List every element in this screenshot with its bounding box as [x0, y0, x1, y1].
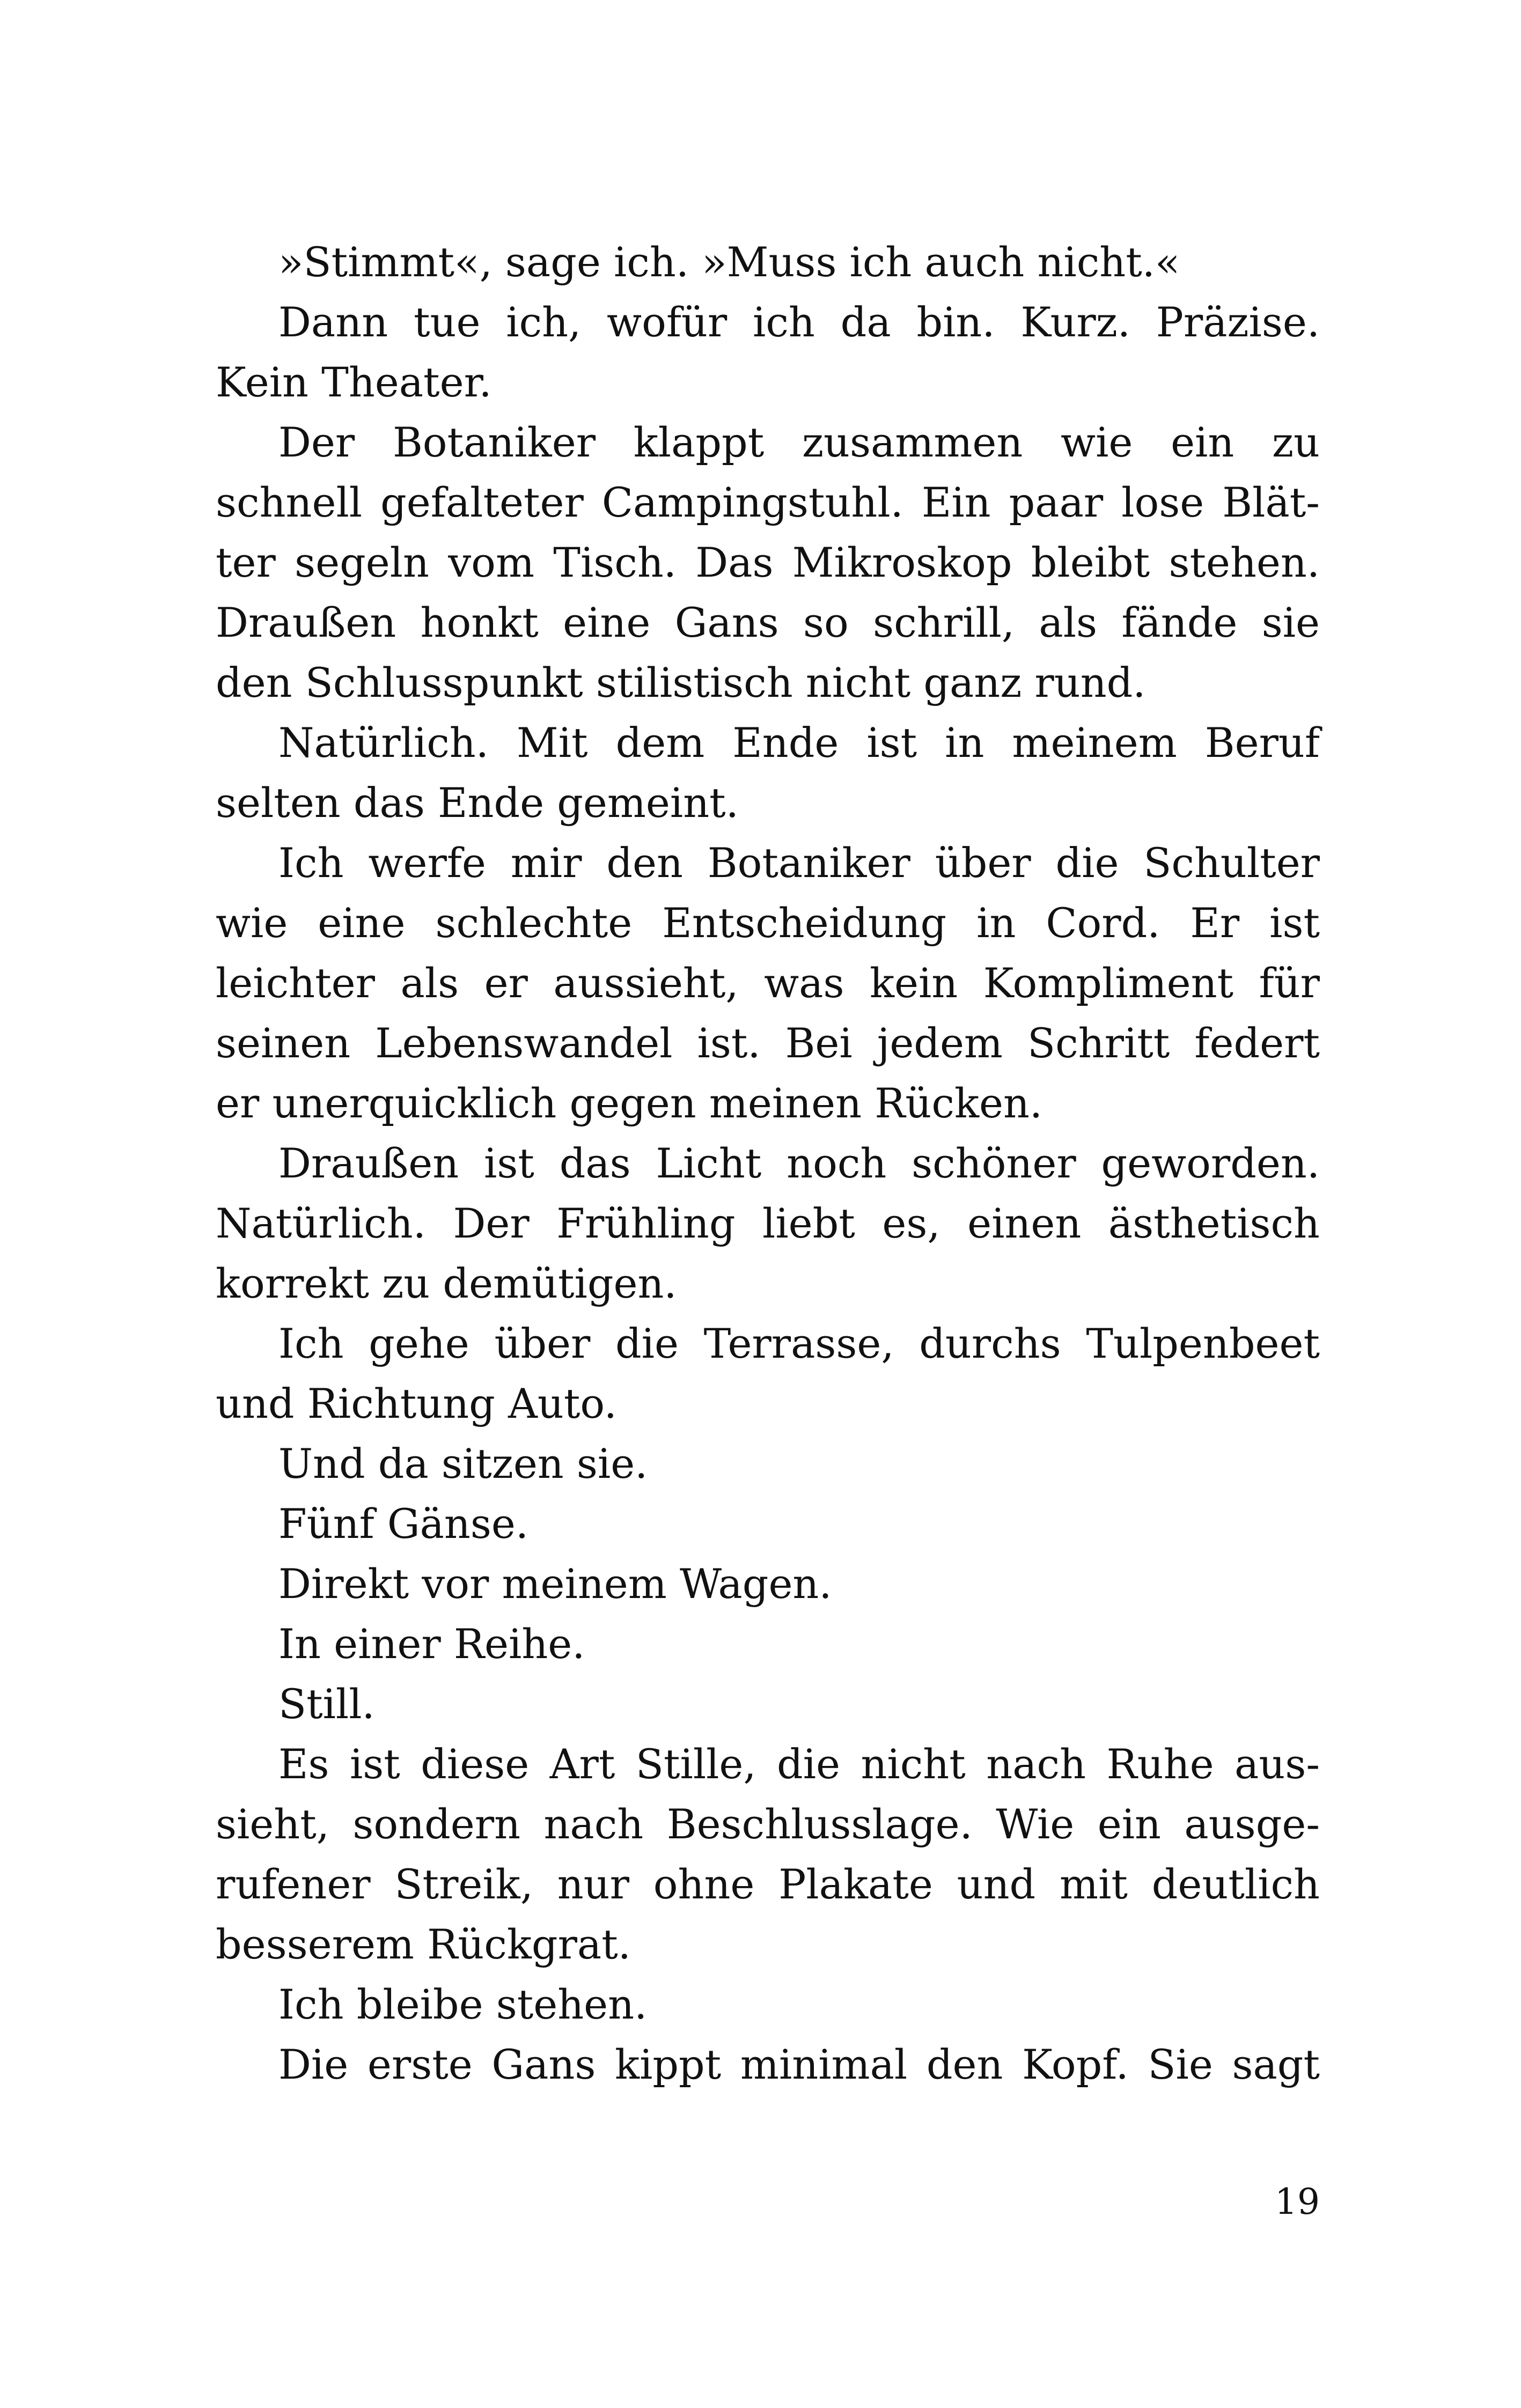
- page-number: 19: [1275, 2181, 1320, 2222]
- text-line: ter segeln vom Tisch. Das Mikroskop bleibt stehen.: [216, 539, 1320, 586]
- text-line: Natürlich. Mit dem Ende ist in meinem Beruf: [278, 719, 1320, 767]
- text-line: besserem Rückgrat.: [216, 1920, 631, 1968]
- text-line: Ich gehe über die Terrasse, durchs Tulpenbeet: [278, 1320, 1320, 1367]
- text-line: Die erste Gans kippt minimal den Kopf. Sie sagt: [278, 2041, 1320, 2088]
- text-line: Ich bleibe stehen.: [278, 1980, 648, 2028]
- text-line: leichter als er aussieht, was kein Kompliment für: [216, 959, 1320, 1007]
- text-line: seinen Lebenswandel ist. Bei jedem Schritt federt: [216, 1019, 1320, 1067]
- text-line: »Stimmt«, sage ich. »Muss ich auch nicht.«: [278, 238, 1180, 286]
- text-line: Natürlich. Der Frühling liebt es, einen ästhetisch: [216, 1199, 1320, 1247]
- text-line: und Richtung Auto.: [216, 1380, 617, 1427]
- text-line: sieht, sondern nach Beschlusslage. Wie ein ausge-: [216, 1800, 1320, 1848]
- text-line: Draußen ist das Licht noch schöner geworden.: [278, 1139, 1320, 1187]
- text-line: rufener Streik, nur ohne Plakate und mit deutlich: [216, 1860, 1320, 1908]
- text-line: Kein Theater.: [216, 358, 492, 406]
- text-line: schnell gefalteter Campingstuhl. Ein paar lose Blät-: [216, 478, 1320, 526]
- text-line: wie eine schlechte Entscheidung in Cord. Er ist: [216, 899, 1320, 947]
- text-line: Dann tue ich, wofür ich da bin. Kurz. Präzise.: [278, 298, 1320, 346]
- text-line: Still.: [278, 1680, 375, 1728]
- text-line: Es ist diese Art Stille, die nicht nach Ruhe aus-: [278, 1740, 1320, 1788]
- text-line: Fünf Gänse.: [278, 1500, 529, 1548]
- text-line: den Schlusspunkt stilistisch nicht ganz rund.: [216, 659, 1146, 706]
- text-line: Der Botaniker klappt zusammen wie ein zu: [278, 418, 1320, 466]
- text-line: korrekt zu demütigen.: [216, 1260, 677, 1307]
- text-line: er unerquicklich gegen meinen Rücken.: [216, 1079, 1043, 1127]
- text-line: In einer Reihe.: [278, 1620, 585, 1668]
- text-line: Ich werfe mir den Botaniker über die Schulter: [278, 839, 1320, 887]
- text-line: Draußen honkt eine Gans so schrill, als fände sie: [216, 599, 1320, 646]
- text-line: selten das Ende gemeint.: [216, 779, 739, 827]
- text-line: Direkt vor meinem Wagen.: [278, 1560, 832, 1608]
- text-line: Und da sitzen sie.: [278, 1440, 648, 1487]
